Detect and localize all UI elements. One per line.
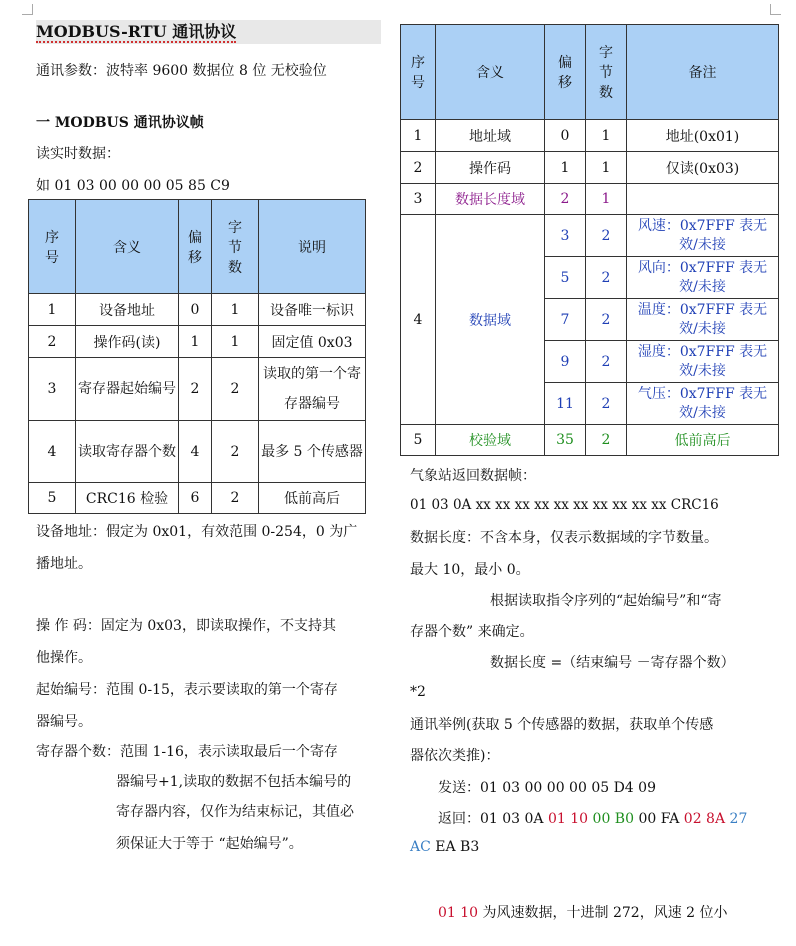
remark-line: 温度：0x7FFF 表无: [637, 301, 768, 318]
recv-wind-speed: 01 10: [548, 811, 589, 827]
recv-example: [438, 808, 747, 828]
recv-example-cont: [410, 839, 479, 855]
cell-remark: 低前高后: [627, 425, 779, 456]
cell-meaning: 操作码(读): [76, 326, 179, 358]
len-desc-2: 最大 10，最小 0。: [410, 562, 530, 578]
cell-bytes: 2: [586, 257, 627, 299]
table-row: [29, 326, 366, 358]
remark-line: 效/未接: [679, 362, 726, 379]
cell-meaning: CRC16 检验: [76, 483, 179, 514]
cell-bytes: 2: [586, 215, 627, 257]
addr-desc-1: 设备地址：假定为 0x01，有效范围 0-254，0 为广: [36, 524, 358, 540]
cell-offset: 1: [545, 152, 586, 184]
table-row: [401, 184, 779, 215]
col-header-offset: 偏 移: [179, 200, 212, 294]
cell-meaning: 读取寄存器个数: [76, 421, 179, 483]
col-header-offset: 偏 移: [545, 25, 586, 120]
remark-line: 效/未接: [679, 278, 726, 295]
remark-line: 效/未接: [679, 404, 726, 421]
example-1: 通讯举例(获取 5 个传感器的数据，获取单个传感: [410, 717, 714, 733]
comm-params: 通讯参数：波特率 9600 数据位 8 位 无校验位: [36, 63, 327, 79]
cell-bytes: 1: [586, 152, 627, 184]
cell-no: 1: [29, 294, 76, 326]
cell-no: 4: [29, 421, 76, 483]
count-desc-4: 须保证大于等于 “起始编号”。: [116, 836, 303, 852]
cell-offset: 3: [545, 215, 586, 257]
return-frame: 01 03 0A xx xx xx xx xx xx xx xx xx xx CRC16: [410, 497, 719, 513]
col-header-bytes: 字 节 数: [586, 25, 627, 120]
cell-remark: [627, 299, 779, 341]
count-desc-2: 器编号+1,读取的数据不包括本编号的: [116, 774, 352, 790]
table-row: [29, 421, 366, 483]
cell-offset: 1: [179, 326, 212, 358]
cell-offset: 2: [179, 358, 212, 421]
cell-offset: 35: [545, 425, 586, 456]
cell-no: 5: [401, 425, 436, 456]
cell-desc: 读取的第一个寄存器编号: [259, 358, 366, 421]
cell-offset: 11: [545, 383, 586, 425]
remark-line: 湿度：0x7FFF 表无: [637, 343, 768, 360]
cell-bytes: 1: [586, 120, 627, 152]
addr-desc-2: 播地址。: [36, 556, 92, 572]
cell-no: 3: [29, 358, 76, 421]
cell-remark: [627, 341, 779, 383]
table-row: [29, 358, 366, 421]
doc-title: [36, 20, 381, 44]
recv-wind-dir: 00 B0: [592, 811, 635, 827]
op-desc-2: 他操作。: [36, 650, 92, 666]
op-desc-1: 操 作 码：固定为 0x03，即读取操作，不支持其: [36, 618, 336, 634]
cell-remark: [627, 215, 779, 257]
cell-offset: 9: [545, 341, 586, 383]
cell-bytes: 2: [586, 299, 627, 341]
cell-desc: 低前高后: [259, 483, 366, 514]
remark-line: 效/未接: [679, 236, 726, 253]
formula-2: *2: [410, 684, 426, 700]
cell-no: 1: [401, 120, 436, 152]
remark-line: 风速：0x7FFF 表无: [637, 217, 768, 234]
send-example: 发送：01 03 00 00 00 05 D4 09: [438, 780, 656, 796]
remark-line: 效/未接: [679, 320, 726, 337]
recv-temp: 00 FA: [638, 811, 680, 827]
cell-meaning: 地址域: [436, 120, 545, 152]
table-row: [29, 294, 366, 326]
col-header-meaning: 含义: [436, 25, 545, 120]
cell-remark: [627, 184, 779, 215]
response-frame-table: [400, 24, 779, 456]
cell-bytes: 2: [212, 483, 259, 514]
cell-bytes: 1: [212, 326, 259, 358]
cell-offset: 2: [545, 184, 586, 215]
section-heading: 一 MODBUS 通讯协议帧: [36, 115, 204, 131]
col-header-bytes: 字 节 数: [212, 200, 259, 294]
len-desc-4: 存器个数” 来确定。: [410, 624, 534, 640]
cell-bytes: 2: [586, 383, 627, 425]
read-label: 读实时数据：: [36, 146, 120, 162]
cell-offset: 5: [545, 257, 586, 299]
cell-bytes: 2: [586, 425, 627, 456]
cell-meaning: 操作码: [436, 152, 545, 184]
cell-bytes: 1: [212, 294, 259, 326]
col-header-no: 序 号: [29, 200, 76, 294]
cell-remark: [627, 257, 779, 299]
request-frame-table: [28, 199, 366, 514]
recv-pressure-lo: AC: [410, 839, 431, 855]
table-row: [401, 425, 779, 456]
wind-text: 为风速数据，十进制 272，风速 2 位小: [478, 905, 728, 921]
read-example: 如 01 03 00 00 00 05 85 C9: [36, 178, 230, 194]
corner-mark-left: [22, 4, 33, 15]
remark-line: 风向：0x7FFF 表无: [637, 259, 768, 276]
table-row: [401, 120, 779, 152]
cell-offset: 6: [179, 483, 212, 514]
count-desc-3: 寄存器内容，仅作为结束标记，其值必: [116, 804, 354, 820]
recv-humidity: 02 8A: [683, 811, 726, 827]
cell-no: 5: [29, 483, 76, 514]
col-header-remark: 备注: [627, 25, 779, 120]
len-desc-3: 根据读取指令序列的“起始编号”和“寄: [490, 593, 722, 609]
cell-desc: 设备唯一标识: [259, 294, 366, 326]
cell-offset: 4: [179, 421, 212, 483]
wind-code: 01 10: [438, 905, 479, 921]
cell-desc: 固定值 0x03: [259, 326, 366, 358]
table-row: [29, 483, 366, 514]
cell-no: 2: [401, 152, 436, 184]
len-desc-1: 数据长度：不含本身，仅表示数据域的字节数量。: [410, 530, 718, 546]
doc-title-text: MODBUS-RTU 通讯协议: [36, 22, 237, 41]
corner-mark-right: [770, 4, 781, 15]
cell-no: 2: [29, 326, 76, 358]
cell-offset: 0: [179, 294, 212, 326]
cell-offset: 0: [545, 120, 586, 152]
col-header-desc: 说明: [259, 200, 366, 294]
col-header-no: 序 号: [401, 25, 436, 120]
start-desc-1: 起始编号：范围 0-15，表示要读取的第一个寄存: [36, 682, 338, 698]
cell-remark: [627, 383, 779, 425]
cell-remark: 仅读(0x03): [627, 152, 779, 184]
cell-meaning: 寄存器起始编号: [76, 358, 179, 421]
count-desc-1: 寄存器个数：范围 1-16，表示读取最后一个寄存: [36, 744, 338, 760]
table-row: [401, 215, 779, 257]
recv-prefix: 返回：01 03 0A: [438, 811, 548, 827]
formula-1: 数据长度 =（结束编号 －寄存器个数）: [490, 655, 735, 671]
cell-meaning: 设备地址: [76, 294, 179, 326]
cell-remark: 地址(0x01): [627, 120, 779, 152]
remark-line: 气压：0x7FFF 表无: [637, 385, 768, 402]
recv-crc: EA B3: [435, 839, 480, 855]
recv-pressure-hi: 27: [729, 811, 748, 827]
cell-offset: 7: [545, 299, 586, 341]
example-2: 器依次类推)：: [410, 748, 500, 764]
cell-meaning: 数据长度域: [436, 184, 545, 215]
start-desc-2: 器编号。: [36, 714, 92, 730]
return-label: 气象站返回数据帧：: [410, 468, 536, 484]
table-row: [401, 152, 779, 184]
cell-bytes: 2: [586, 341, 627, 383]
wind-note: [438, 902, 728, 922]
cell-bytes: 1: [586, 184, 627, 215]
cell-bytes: 2: [212, 421, 259, 483]
cell-meaning: 数据域: [436, 215, 545, 425]
cell-desc: 最多 5 个传感器: [259, 421, 366, 483]
cell-no: 3: [401, 184, 436, 215]
col-header-meaning: 含义: [76, 200, 179, 294]
cell-no: 4: [401, 215, 436, 425]
cell-bytes: 2: [212, 358, 259, 421]
cell-meaning: 校验域: [436, 425, 545, 456]
